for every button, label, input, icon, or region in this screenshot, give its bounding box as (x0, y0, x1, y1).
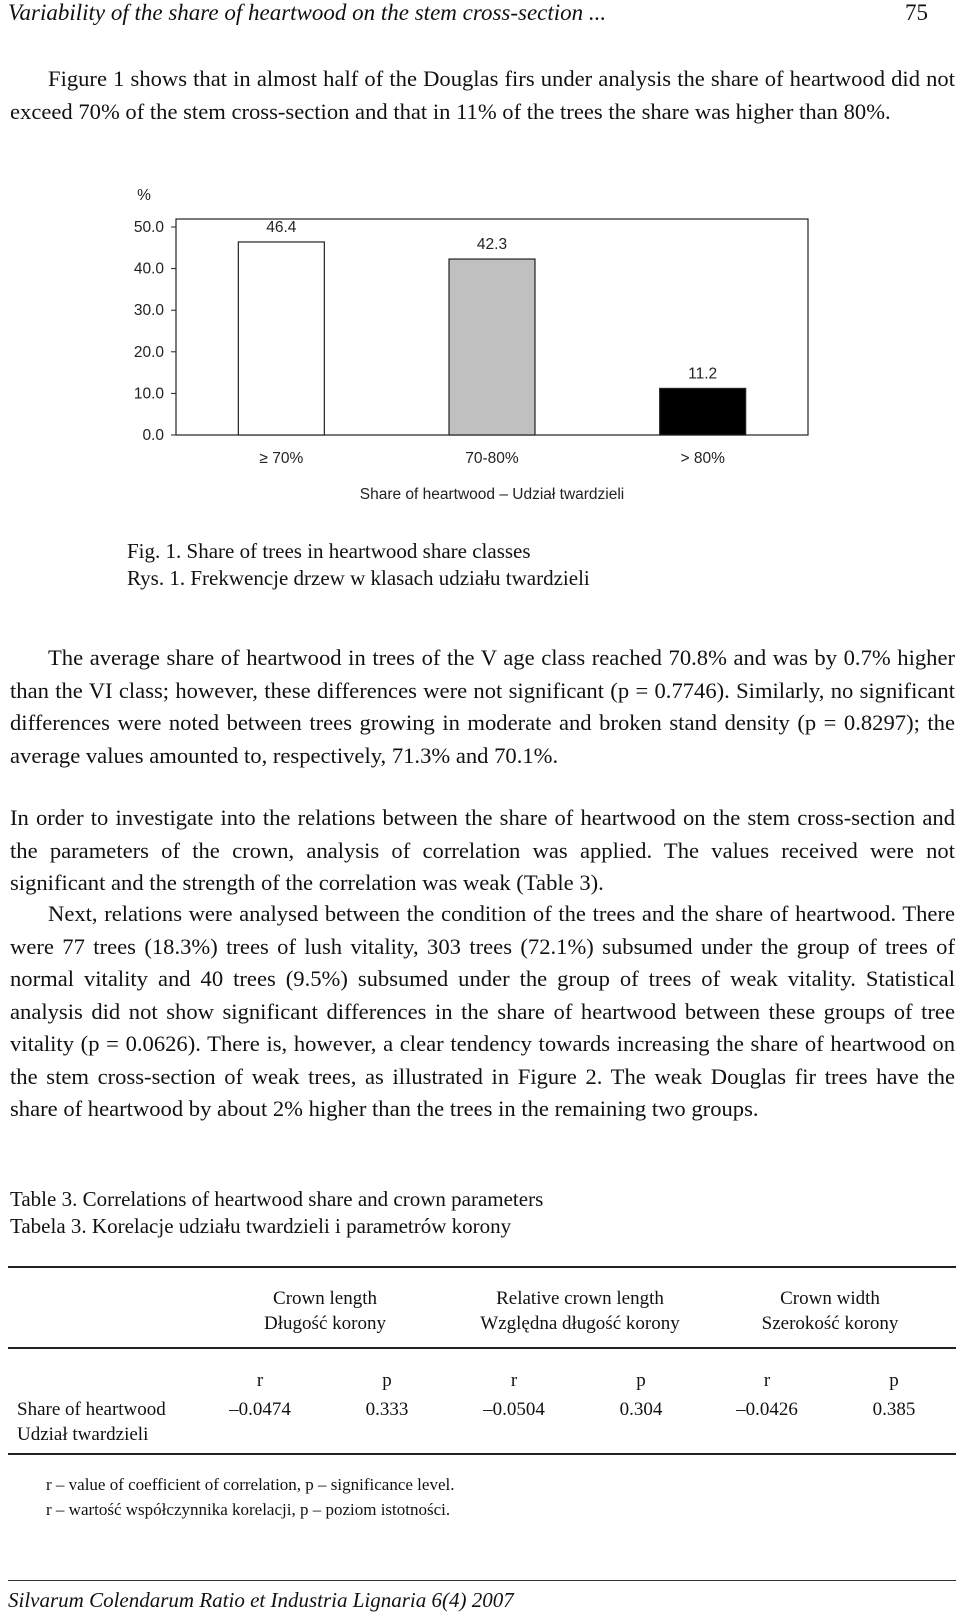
row-label (17, 1397, 166, 1447)
page-number: 75 (905, 0, 928, 25)
col-header-crown-length (225, 1286, 425, 1336)
table-top-rule (8, 1266, 956, 1268)
table-cell: –0.0426 (736, 1399, 798, 1420)
x-tick-label: 70-80% (465, 450, 519, 467)
paragraph-age-class: The average share of heartwood in trees of the V age class reached 70.8% and was by 0.7% higher than the VI class; however, these differences were not significant (p = 0.7746). Similarly, no significant differences were noted between trees growing in moderate and broken stand density (p = 0.8297); the average values amounted to, respectively, 71.3% and 70.1%. (10, 645, 955, 768)
table-note-pl: r – wartość współczynnika korelacji, p – poziom istotności. (46, 1500, 451, 1519)
paragraph-intro: Figure 1 shows that in almost half of the Douglas firs under analysis the share of heartwood did not exceed 70% of the stem cross-section and that in 11% of the trees the share was higher than 80%. (10, 66, 955, 124)
subheader-r: r (510, 1370, 518, 1391)
col-header-pl: Długość korony (264, 1313, 386, 1334)
y-tick-label: 50.0 (133, 219, 164, 236)
running-title: Variability of the share of heartwood on the stem cross-section ... (8, 0, 607, 25)
subheader-r: r (763, 1370, 771, 1391)
journal-footer: Silvarum Colendarum Ratio et Industria Lignaria 6(4) 2007 (8, 1588, 514, 1612)
data-label: 42.3 (476, 236, 508, 254)
bar (449, 259, 535, 435)
table-caption-en: Table 3. Correlations of heartwood share and crown parameters (10, 1187, 544, 1211)
table-cell: –0.0474 (229, 1399, 291, 1420)
row-label-en: Share of heartwood (17, 1399, 166, 1420)
row-label-pl: Udział twardzieli (17, 1424, 149, 1445)
col-header-pl: Szerokość korony (761, 1313, 899, 1334)
subheader-p: p (382, 1370, 392, 1391)
table-cell: 0.304 (619, 1399, 663, 1420)
bar-chart-svg (0, 185, 960, 515)
subheader-p: p (636, 1370, 646, 1391)
data-label: 46.4 (266, 218, 297, 236)
page-header (8, 0, 928, 32)
x-axis-label: Share of heartwood – Udział twardzieli (359, 486, 625, 503)
x-tick-label: > 80% (680, 450, 725, 467)
bar (660, 388, 746, 435)
table-header-rule (8, 1347, 956, 1349)
figure-caption-en: Fig. 1. Share of trees in heartwood share classes (127, 539, 531, 563)
col-header-pl: Względna długość korony (480, 1313, 680, 1334)
figure-caption-pl: Rys. 1. Frekwencje drzew w klasach udziału twardzieli (127, 566, 590, 590)
paragraph-correlation: In order to investigate into the relations between the share of heartwood on the stem cross-section and the parameters of the crown, analysis of correlation was applied. The values received were not significant and the strength of the correlation was weak (Table 3). (10, 805, 955, 895)
table-cell: –0.0504 (483, 1399, 545, 1420)
x-tick-label: ≥ 70% (259, 450, 304, 467)
subheader-r: r (256, 1370, 264, 1391)
figure-1-chart (0, 185, 960, 515)
subheader-p: p (889, 1370, 899, 1391)
table-caption-pl: Tabela 3. Korelacje udziału twardzieli i parametrów korony (10, 1214, 512, 1238)
col-header-en: Crown width (780, 1288, 880, 1309)
bar (238, 242, 324, 435)
y-tick-label: 30.0 (133, 302, 164, 320)
y-tick-label: 10.0 (133, 385, 164, 403)
col-header-crown-width (730, 1286, 930, 1336)
data-label: 11.2 (688, 365, 718, 383)
paragraph-vitality: Next, relations were analysed between the condition of the trees and the share of heartwood. There were 77 trees (18.3%) trees of lush vitality, 303 trees (72.1%) subsumed under the group of trees of normal vitality and 40 trees (9.5%) subsumed under the group of trees of weak vitality. Statistical analysis did not show significant differences in the share of heartwood between these groups of tree vitality (p = 0.0626). There is, however, a clear tendency towards increasing the share of heartwood on the stem cross-section of weak trees, as illustrated in Figure 2. The weak Douglas fir trees have the share of heartwood by about 2% higher than the trees in the remaining two groups. (10, 901, 955, 1121)
footer-rule (8, 1580, 956, 1581)
y-tick-label: 20.0 (133, 343, 164, 361)
table-cell: 0.333 (365, 1399, 409, 1420)
y-tick-label: 0.0 (142, 427, 164, 444)
col-header-en: Crown length (273, 1288, 377, 1309)
col-header-en: Relative crown length (496, 1288, 664, 1309)
y-tick-label: 40.0 (133, 260, 164, 278)
y-axis-label: % (137, 187, 151, 204)
table-note-en: r – value of coefficient of correlation, p – significance level. (46, 1475, 455, 1494)
table-bottom-rule (8, 1453, 956, 1455)
col-header-relative-crown-length (440, 1286, 720, 1336)
table-cell: 0.385 (872, 1399, 916, 1420)
